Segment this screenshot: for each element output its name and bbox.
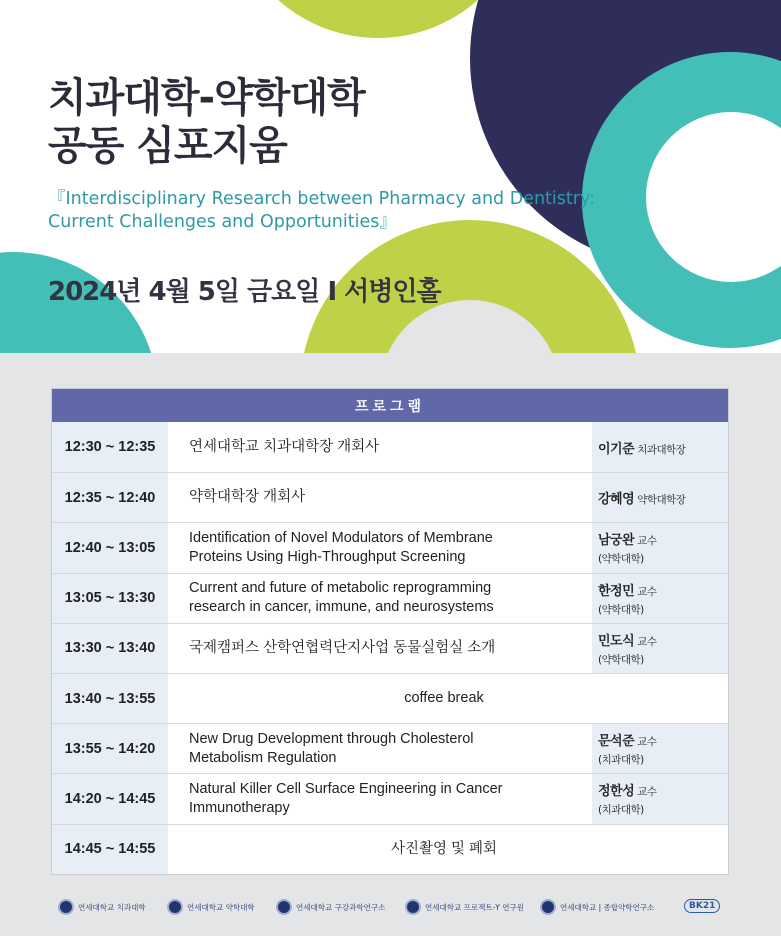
program-rows <box>52 422 728 874</box>
table-row <box>52 673 728 723</box>
table-row <box>52 623 728 673</box>
university-seal-icon <box>540 899 556 915</box>
speaker-affiliation: (약학대학) <box>598 553 644 566</box>
topic-line-1: coffee break <box>404 690 484 707</box>
session-time: 14:20 ~ 14:45 <box>52 774 168 823</box>
title-line-2: 공동 심포지움 <box>48 123 287 169</box>
session-speaker <box>592 624 728 673</box>
table-row <box>52 472 728 522</box>
program-table <box>51 388 729 875</box>
bk21-badge: BK21 <box>684 899 720 913</box>
subtitle-line-2: Current Challenges and Opportunities』 <box>48 212 397 232</box>
speaker-name: 문석준 <box>598 734 635 750</box>
speaker-name: 남궁완 <box>598 533 635 549</box>
topic-line-1: Current and future of metabolic reprogramming <box>189 580 492 597</box>
session-time: 14:45 ~ 14:55 <box>52 825 168 874</box>
topic-line-1: 사진촬영 및 폐회 <box>390 840 498 857</box>
session-topic-text <box>189 579 494 617</box>
sponsor-footer <box>0 893 781 923</box>
session-topic <box>168 422 592 472</box>
topic-line-1: Natural Killer Cell Surface Engineering in Cancer <box>189 780 503 797</box>
topic-line-1: 약학대학장 개회사 <box>189 489 306 506</box>
session-speaker <box>592 523 728 572</box>
session-topic-text <box>189 529 493 567</box>
speaker-line <box>598 529 728 548</box>
speaker-affiliation: (치과대학) <box>598 804 644 817</box>
session-topic-text <box>189 438 379 457</box>
speaker-role: 교수 <box>637 786 657 799</box>
speaker-name: 정한성 <box>598 784 635 800</box>
table-row <box>52 522 728 572</box>
event-date-venue: 2024년 4월 5일 금요일 I 서병인홀 <box>48 277 441 307</box>
page-title <box>48 74 365 170</box>
speaker-role: 치과대학장 <box>637 443 686 456</box>
university-seal-icon <box>58 899 74 915</box>
logo-bk21 <box>684 899 720 913</box>
session-topic-text <box>391 840 497 859</box>
university-seal-icon <box>276 899 292 915</box>
logo-pharma-research: 연세대학교 | 종합약학연구소 <box>540 899 654 915</box>
table-row <box>52 723 728 773</box>
table-row <box>52 773 728 823</box>
speaker-role: 교수 <box>637 635 657 648</box>
speaker-affiliation: (약학대학) <box>598 653 644 666</box>
table-row <box>52 422 728 472</box>
speaker-line <box>598 780 728 799</box>
session-time: 13:30 ~ 13:40 <box>52 624 168 673</box>
session-topic-text <box>189 780 503 818</box>
topic-line-2: Immunotherapy <box>189 799 290 816</box>
topic-line-2: Metabolism Regulation <box>189 749 337 766</box>
topic-line-2: Proteins Using High-Throughput Screening <box>189 548 466 565</box>
session-speaker <box>592 473 728 522</box>
session-topic <box>168 724 592 773</box>
session-time: 13:40 ~ 13:55 <box>52 674 168 723</box>
university-seal-icon <box>167 899 183 915</box>
speaker-line <box>598 630 728 649</box>
session-topic <box>168 624 592 673</box>
session-topic <box>168 825 728 874</box>
speaker-line <box>598 730 728 749</box>
topic-line-1: New Drug Development through Cholesterol <box>189 730 474 747</box>
topic-line-1: 연세대학교 치과대학장 개회사 <box>189 438 380 455</box>
topic-line-1: 국제캠퍼스 산학연협력단지사업 동물실험실 소개 <box>189 639 496 656</box>
speaker-line <box>598 580 728 599</box>
program-header: 프로그램 <box>52 389 728 422</box>
session-topic <box>168 523 592 572</box>
logo-pharmacy: 연세대학교 약학대학 <box>167 899 255 915</box>
session-time: 13:55 ~ 14:20 <box>52 724 168 773</box>
logo-oral-science: 연세대학교 구강과학연구소 <box>276 899 385 915</box>
speaker-affiliation: (치과대학) <box>598 754 644 767</box>
session-topic <box>168 574 592 623</box>
session-speaker <box>592 422 728 472</box>
session-time: 12:30 ~ 12:35 <box>52 422 168 472</box>
speaker-name: 강혜영 <box>598 492 635 508</box>
speaker-name: 이기준 <box>598 441 635 457</box>
speaker-role: 교수 <box>637 535 657 548</box>
speaker-role: 교수 <box>637 585 657 598</box>
session-time: 13:05 ~ 13:30 <box>52 574 168 623</box>
topic-line-2: research in cancer, immune, and neurosystems <box>189 599 494 616</box>
speaker-role: 교수 <box>637 736 657 749</box>
session-speaker <box>592 574 728 623</box>
session-speaker <box>592 724 728 773</box>
page-subtitle <box>48 188 595 234</box>
session-topic <box>168 774 592 823</box>
session-speaker <box>592 774 728 823</box>
session-topic-text <box>189 639 495 658</box>
session-topic-text <box>189 730 474 768</box>
table-row <box>52 824 728 874</box>
speaker-affiliation: (약학대학) <box>598 603 644 616</box>
speaker-line <box>598 488 728 507</box>
speaker-name: 민도식 <box>598 633 635 649</box>
session-time: 12:35 ~ 12:40 <box>52 473 168 522</box>
title-line-1: 치과대학-약학대학 <box>48 75 365 121</box>
session-topic <box>168 674 728 723</box>
university-seal-icon <box>405 899 421 915</box>
poster-hero <box>0 0 781 353</box>
session-topic-text <box>189 488 305 507</box>
speaker-line <box>598 438 728 457</box>
subtitle-line-1: 『Interdisciplinary Research between Pharmacy and Dentistry: <box>48 189 595 209</box>
logo-project-y: 연세대학교 프로젝트-Y 연구원 <box>405 899 524 915</box>
speaker-name: 한정민 <box>598 583 635 599</box>
topic-line-1: Identification of Novel Modulators of Membrane <box>189 529 493 546</box>
session-topic <box>168 473 592 522</box>
logo-dentistry: 연세대학교 치과대학 <box>58 899 146 915</box>
session-time: 12:40 ~ 13:05 <box>52 523 168 572</box>
session-topic-text <box>404 689 484 708</box>
table-row <box>52 573 728 623</box>
speaker-role: 약학대학장 <box>637 494 686 507</box>
